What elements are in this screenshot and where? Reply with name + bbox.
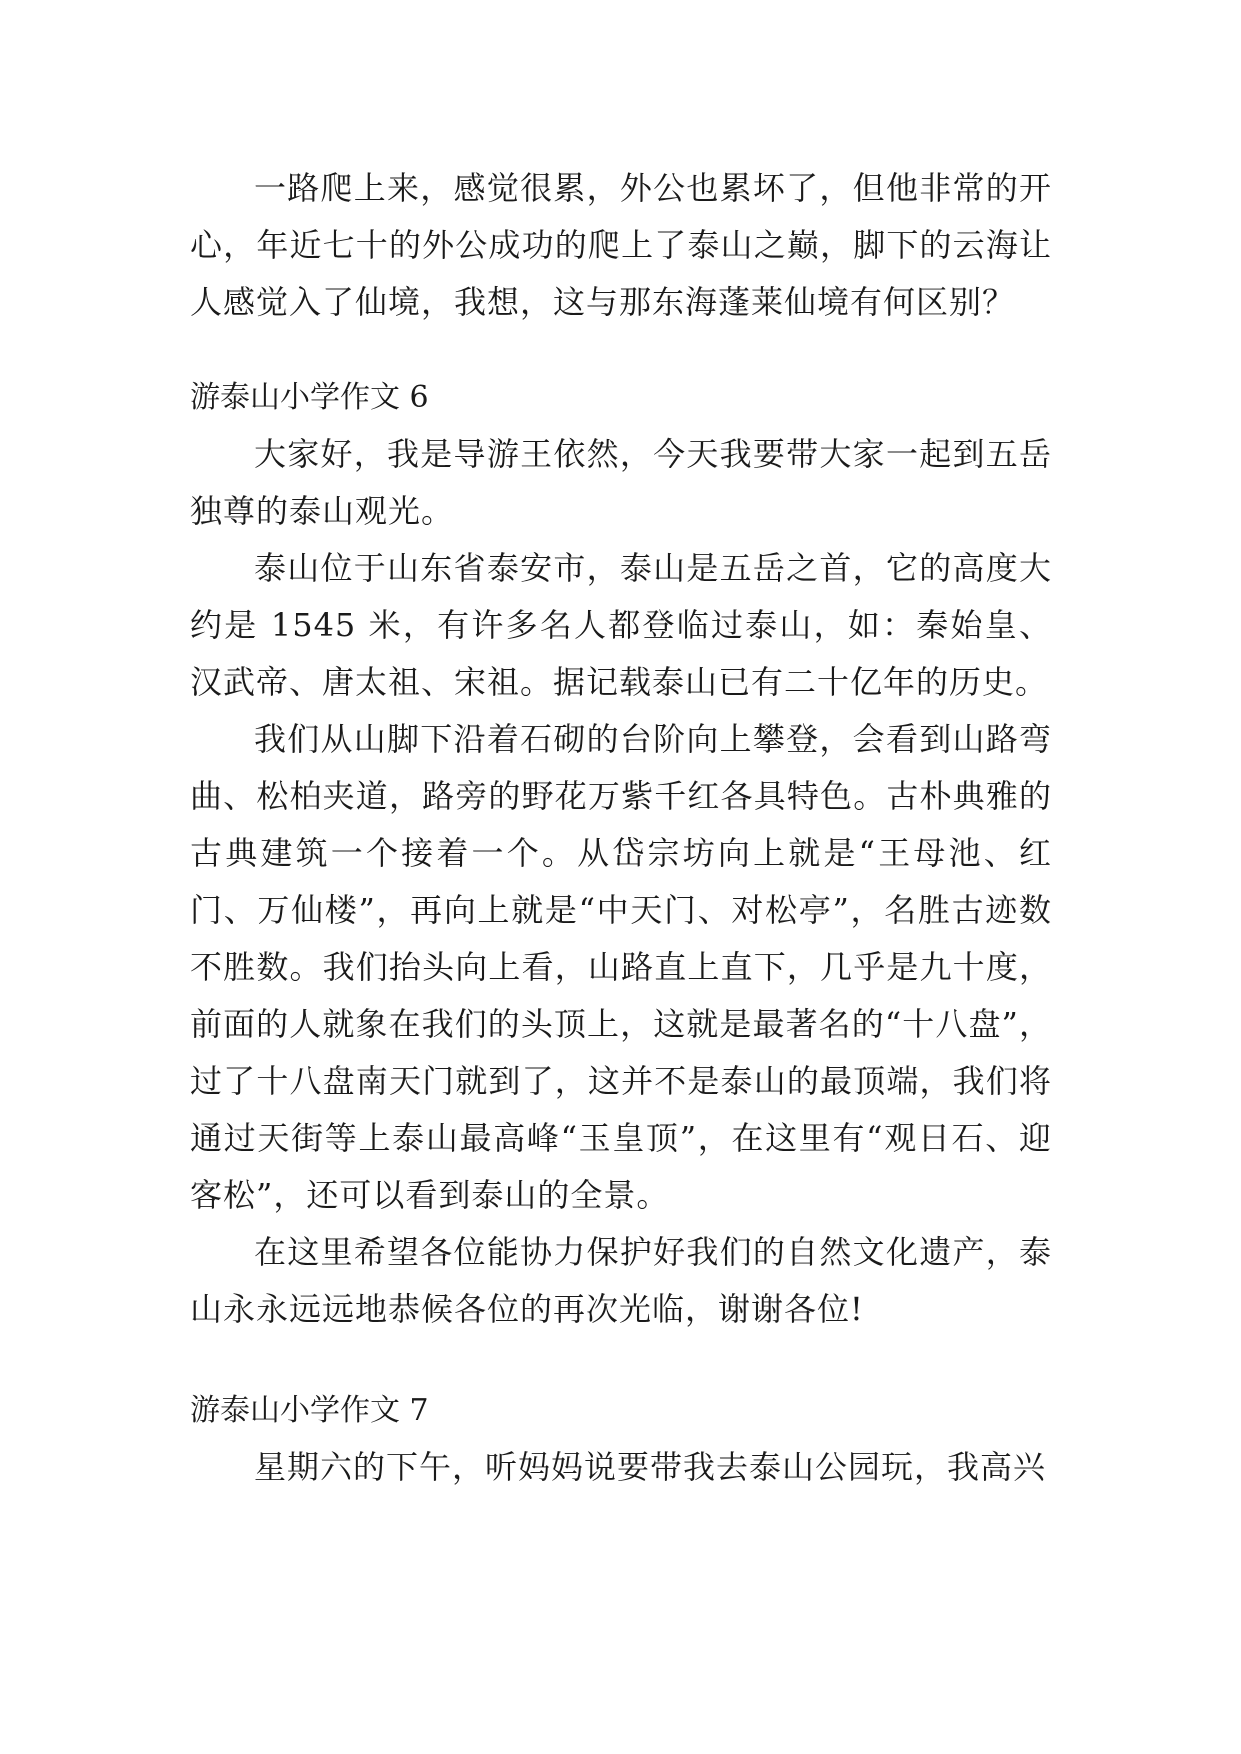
section-spacer bbox=[190, 1338, 1052, 1382]
section-spacer bbox=[190, 331, 1052, 369]
section-7-heading: 游泰山小学作文 7 bbox=[190, 1393, 429, 1428]
document-page bbox=[190, 160, 1052, 1496]
section-7-paragraph-1: 星期六的下午，听妈妈说要带我去泰山公园玩，我高兴 bbox=[254, 1448, 1047, 1486]
intro-paragraph: 一路爬上来，感觉很累，外公也累坏了，但他非常的开心，年近七十的外公成功的爬上了泰山之巅，脚下的云海让人感觉入了仙境，我想，这与那东海蓬莱仙境有何区别？ bbox=[190, 169, 1052, 321]
section-6-paragraph-4: 在这里希望各位能协力保护好我们的自然文化遗产，泰山永永远远地恭候各位的再次光临，谢谢各位! bbox=[190, 1233, 1052, 1328]
section-6-heading: 游泰山小学作文 6 bbox=[190, 380, 429, 415]
section-6-paragraph-2: 泰山位于山东省泰安市，泰山是五岳之首，它的高度大约是 1545 米，有许多名人都登临过泰山，如：秦始皇、汉武帝、唐太祖、宋祖。据记载泰山已有二十亿年的历史。 bbox=[190, 549, 1052, 701]
section-6-paragraph-3: 我们从山脚下沿着石砌的台阶向上攀登，会看到山路弯曲、松柏夹道，路旁的野花万紫千红各具特色。古朴典雅的古典建筑一个接着一个。从岱宗坊向上就是“王母池、红门、万仙楼”，再向上就是“中天门、对松亭”，名胜古迹数不胜数。我们抬头向上看，山路直上直下，几乎是九十度，前面的人就象在我们的头顶上，这就是最著名的“十八盘”，过了十八盘南天门就到了，这并不是泰山的最顶端，我们将通过天街等上泰山最高峰“玉皇顶”，在这里有“观日石、迎客松”，还可以看到泰山的全景。 bbox=[190, 720, 1052, 1214]
section-6-paragraph-1: 大家好，我是导游王依然，今天我要带大家一起到五岳独尊的泰山观光。 bbox=[190, 435, 1052, 530]
